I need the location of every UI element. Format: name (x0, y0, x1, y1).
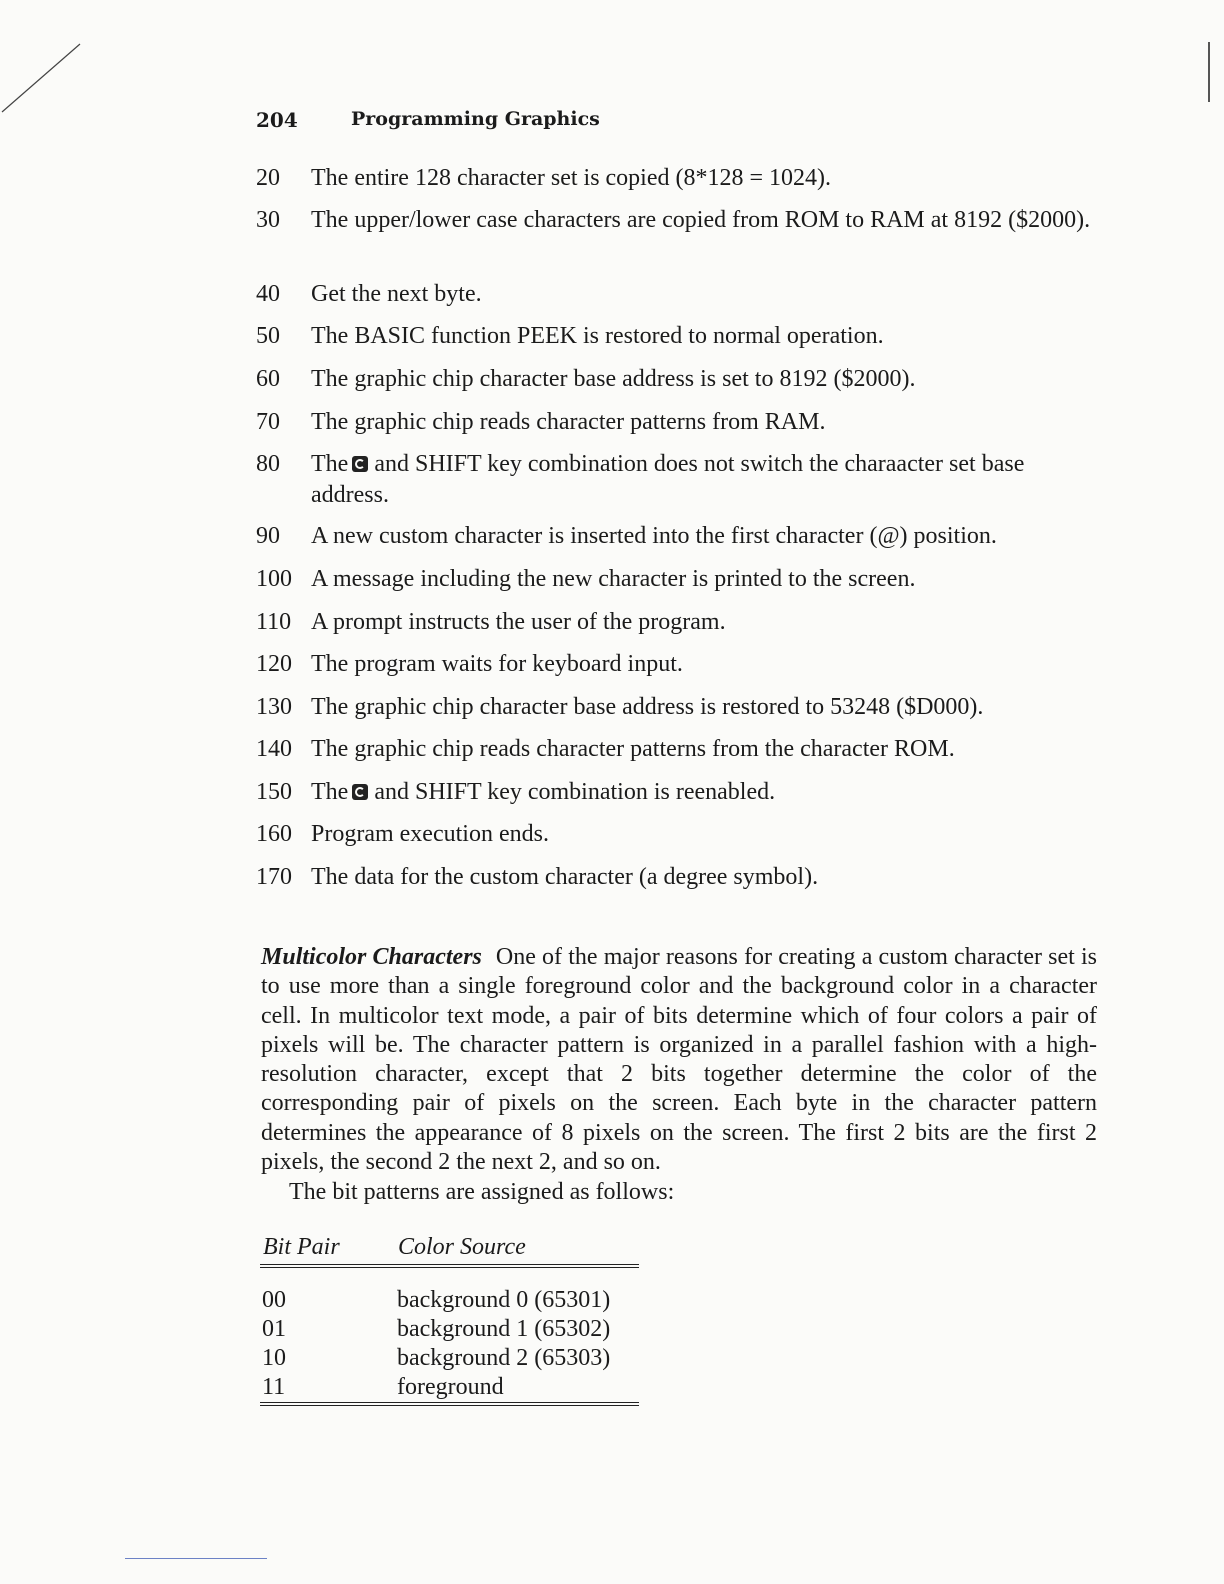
line-number: 140 (256, 736, 292, 762)
commodore-key-icon (352, 784, 368, 800)
line-text-end: and SHIFT key combination does not switch the charaacter set base address. (311, 451, 1025, 508)
list-item (256, 205, 1096, 236)
line-text-start: The (311, 451, 349, 477)
list-item (256, 692, 1096, 723)
running-title: Programming Graphics (351, 108, 600, 130)
line-number: 100 (256, 566, 292, 592)
line-number: 150 (256, 779, 292, 805)
list-item (256, 819, 1096, 850)
line-description: The graphic chip character base address is restored to 53248 ($D000). (311, 694, 984, 720)
scan-corner-mark (0, 40, 90, 120)
paragraph-body: One of the major reasons for creating a custom character set is to use more than a single foreground color and the background color in a character cell. In multicolor text mode, a pair of bits determine which of four colors a pair of pixels will be. The character pattern is organized in a parallel fashion with a high-resolution character, except that 2 bits together determine the color of the corresponding pair of pixels on the screen. Each byte in the character pattern determines the appearance of 8 pixels on the screen. The first 2 bits are the first 2 pixels, the second 2 the next 2, and so on. (261, 944, 1097, 1176)
line-description: The graphic chip reads character patterns from the character ROM. (311, 736, 955, 762)
bit-pair-cell: 00 (262, 1287, 286, 1313)
table-row (260, 1286, 639, 1315)
list-item (256, 521, 1096, 552)
line-number: 170 (256, 864, 292, 890)
line-number: 160 (256, 821, 292, 847)
line-number: 50 (256, 323, 280, 349)
color-source-cell: background 0 (65301) (397, 1287, 611, 1313)
commodore-key-icon (352, 456, 368, 472)
list-item (256, 777, 1096, 808)
list-item (256, 734, 1096, 765)
line-description: The upper/lower case characters are copied from ROM to RAM at 8192 ($2000). (311, 207, 1091, 233)
bit-pair-cell: 01 (262, 1316, 286, 1342)
table-row (260, 1373, 639, 1402)
bit-pair-cell: 11 (262, 1374, 286, 1400)
line-description: A new custom character is inserted into the first character (@) position. (311, 523, 997, 549)
line-description: Program execution ends. (311, 821, 549, 847)
table-row (260, 1315, 639, 1344)
list-item (256, 607, 1096, 638)
multicolor-paragraph (261, 943, 1097, 1177)
bit-pair-table (260, 1234, 639, 1400)
list-item (256, 649, 1096, 680)
line-text-start: The (311, 779, 349, 805)
list-item (256, 407, 1096, 438)
line-number: 40 (256, 281, 280, 307)
color-source-cell: background 2 (65303) (397, 1345, 611, 1371)
section-heading: Multicolor Characters (261, 944, 482, 970)
line-number: 120 (256, 651, 292, 677)
column-header-color-source: Color Source (398, 1234, 526, 1260)
list-item (256, 364, 1096, 395)
color-source-cell: foreground (397, 1374, 504, 1400)
color-source-cell: background 1 (65302) (397, 1316, 611, 1342)
line-description: The program waits for keyboard input. (311, 651, 683, 677)
line-number: 130 (256, 694, 292, 720)
column-header-bit-pair: Bit Pair (263, 1234, 340, 1260)
line-description (311, 777, 1096, 808)
list-item (256, 449, 1096, 511)
table-header (260, 1234, 639, 1264)
bit-pair-cell: 10 (262, 1345, 286, 1371)
list-item (256, 564, 1096, 595)
list-item (256, 279, 1096, 310)
list-item (256, 163, 1096, 194)
line-number: 90 (256, 523, 280, 549)
line-number: 30 (256, 207, 280, 233)
line-number: 110 (256, 609, 292, 635)
line-number: 70 (256, 409, 280, 435)
line-description: The graphic chip reads character patterns from RAM. (311, 409, 826, 435)
line-number: 60 (256, 366, 280, 392)
line-description: Get the next byte. (311, 281, 482, 307)
line-description: A message including the new character is printed to the screen. (311, 566, 916, 592)
table-bottom-rule (260, 1402, 639, 1406)
scan-edge-mark (1208, 42, 1210, 102)
line-description: The graphic chip character base address is set to 8192 ($2000). (311, 366, 916, 392)
table-body (260, 1286, 639, 1402)
line-text-end: and SHIFT key combination is reenabled. (374, 779, 776, 805)
page-number: 204 (256, 108, 298, 132)
line-number: 80 (256, 451, 280, 477)
line-description: The data for the custom character (a degree symbol). (311, 864, 819, 890)
list-item (256, 862, 1096, 893)
line-number: 20 (256, 165, 280, 191)
table-row (260, 1344, 639, 1373)
line-description: A prompt instructs the user of the program. (311, 609, 726, 635)
line-description: The entire 128 character set is copied (8*128 = 1024). (311, 165, 832, 191)
line-description (311, 449, 1096, 511)
table-top-rule (260, 1264, 639, 1268)
paragraph-intro-table: The bit patterns are assigned as follows: (289, 1179, 675, 1205)
list-item (256, 321, 1096, 352)
line-description: The BASIC function PEEK is restored to normal operation. (311, 323, 884, 349)
footer-rule (125, 1558, 267, 1559)
